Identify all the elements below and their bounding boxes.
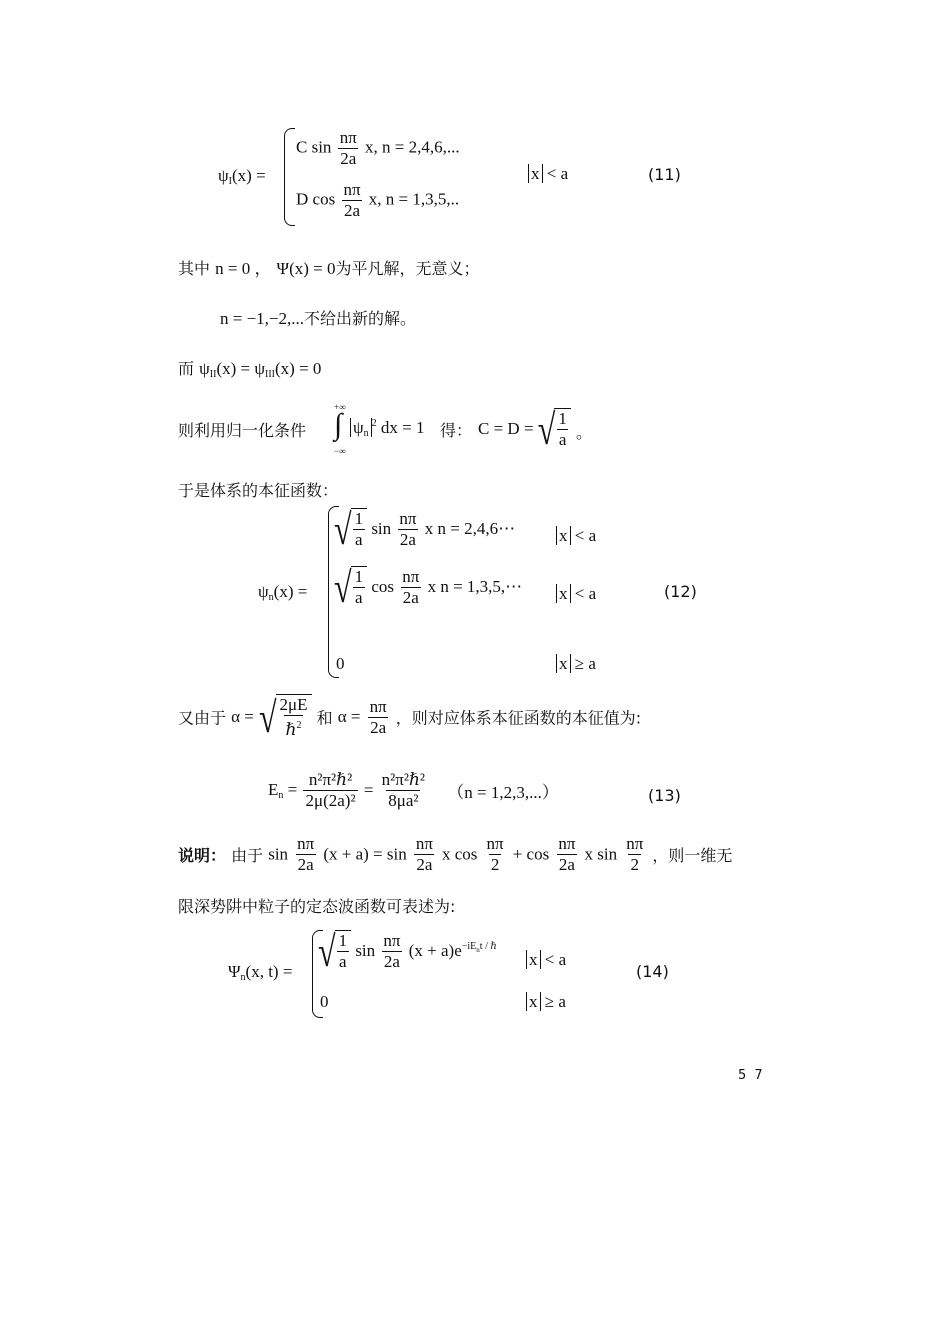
eq13-number: (13) — [648, 786, 681, 805]
eq13: $E_n$ = $\frac{\text{n²π²ℏ²}}{\text{2μ(2a)²}}$ = $\frac{\text{n²π²ℏ²}}{\text{8μa²}}$ （n = 1,2,3,...） — [268, 770, 559, 810]
explanation-line1: 说明： 由于 sin $\frac{n\pi}{2a}$ (x + a) = sin $\frac{n\pi}{2a}$ x cos $\frac{n\pi}{2}$ + cos $\frac{n\pi}{2a}$ x sin $\frac{n\pi}{2}$ ，则一维无 — [178, 834, 733, 874]
line-alpha: 又由于 α = √ $\frac{2\mu E}{\hbar^2}$ 和 α = $\frac{n\pi}{2a}$ ，则对应体系本征函数的本征值为: — [178, 692, 642, 742]
eq11-case1: C sin $\frac{n\pi}{2a}$ x, n = 2,4,6,... — [296, 128, 460, 168]
line-eigenfunctions: 于是体系的本征函数： — [178, 481, 339, 500]
eq14-row2: 0 — [320, 992, 329, 1011]
explanation-line2: 限深势阱中粒子的定态波函数可表述为: — [178, 897, 456, 916]
eq12-row1: √ $\frac{1}{a}$ sin $\frac{n\pi}{2a}$ x n = 2,4,6⋯ — [334, 504, 516, 554]
eq12-row3: 0 — [336, 654, 345, 673]
eq12-lhs: $\psi_n(x)$ = — [258, 582, 308, 603]
eq14-lhs: $\Psi_n(x$, t) = — [228, 962, 293, 983]
eq12-row2: √ $\frac{1}{a}$ cos $\frac{n\pi}{2a}$ x n = 1,3,5,⋯ — [334, 562, 523, 612]
eq14-row1: √ $\frac{1}{a}$ sin $\frac{n\pi}{2a}$ $(x + a)e^{-iE_nt / \hbar}$ — [318, 926, 497, 976]
line-negative-n: n = −1,−2,...不给出新的解。 — [220, 309, 417, 328]
eq11-brace — [284, 128, 295, 226]
eq14-number: (14) — [636, 962, 669, 981]
page-number: 5 7 — [738, 1068, 765, 1083]
page: $\psi_I(x)$ = C sin $\frac{n\pi}{2a}$ x, n = 2,4,6,... D cos $\frac{n\pi}{2a}$ x, n = 1,3,5,.. x < a (11) 其中 n = 0 ， Ψ(x) = 0为平凡解，无意义； n = −1,−2,...不给出新的解。 而 $\psi_{II}(x) = \psi_{III}(x) = 0$ 则利用归一化条件 +∞ −∞ ∫ $\psi_n^2$ dx = 1 得： C = D = √ $\frac{1}{a}$ 。 于是体系的本征函数： $\psi_n(x)$ = √ $\frac{1}{a}$ sin $\frac{n\pi}{2a}$ x n = 2,4,6⋯ √ $\frac{1}{a}$ cos $\frac{n\pi}{2a}$ x n = 1,3,5,⋯ 0 x < a x < a x ≥ a (12) 又由于 α = √ $\frac{2\mu E}{\hbar^2}$ 和 α = $\frac{n\pi}{2a}$ ，则对应体系本征函数的本征值为: $E_n$ = $\frac{\text{n²π²ℏ²}}{\text{2μ(2a)²}}$ = $\frac{\text{n²π²ℏ²}}{\text{8μa²}}$ （n = 1,2,3,...） (13) 说明： 由于 sin $\frac{n\pi}{2a}$ (x + a) = sin $\frac{n\pi}{2a}$ x cos $\frac{n\pi}{2}$ + cos $\frac{n\pi}{2a}$ x sin $\frac{n\pi}{2}$ ，则一维无 限深势阱中粒子的定态波函数可表述为: $\Psi_n(x$, t) = √ $\frac{1}{a}$ sin $\frac{n\pi}{2a}$ $(x + a)e^{-iE_nt / \hbar}$ 0 x < a x ≥ a (14) 5 7 — [178, 128, 765, 1083]
eq12-cond1: x < a — [556, 526, 596, 546]
line-zero-regions: 而 $\psi_{II}(x) = \psi_{III}(x) = 0$ — [178, 359, 322, 380]
eq14-cond2: x ≥ a — [526, 992, 566, 1012]
eq12-cond2: x < a — [556, 584, 596, 604]
eq11-number: (11) — [648, 165, 681, 184]
eq12-number: (12) — [664, 582, 697, 601]
line-n0: 其中 n = 0 ， Ψ(x) = 0为平凡解，无意义； — [178, 259, 480, 278]
eq11-condition: x < a — [528, 164, 568, 184]
eq12-cond3: x ≥ a — [556, 654, 596, 674]
eq11-case2: D cos $\frac{n\pi}{2a}$ x, n = 1,3,5,.. — [296, 180, 460, 220]
eq11-lhs: $\psi_I(x)$ = — [218, 166, 266, 187]
eq14-cond1: x < a — [526, 950, 566, 970]
